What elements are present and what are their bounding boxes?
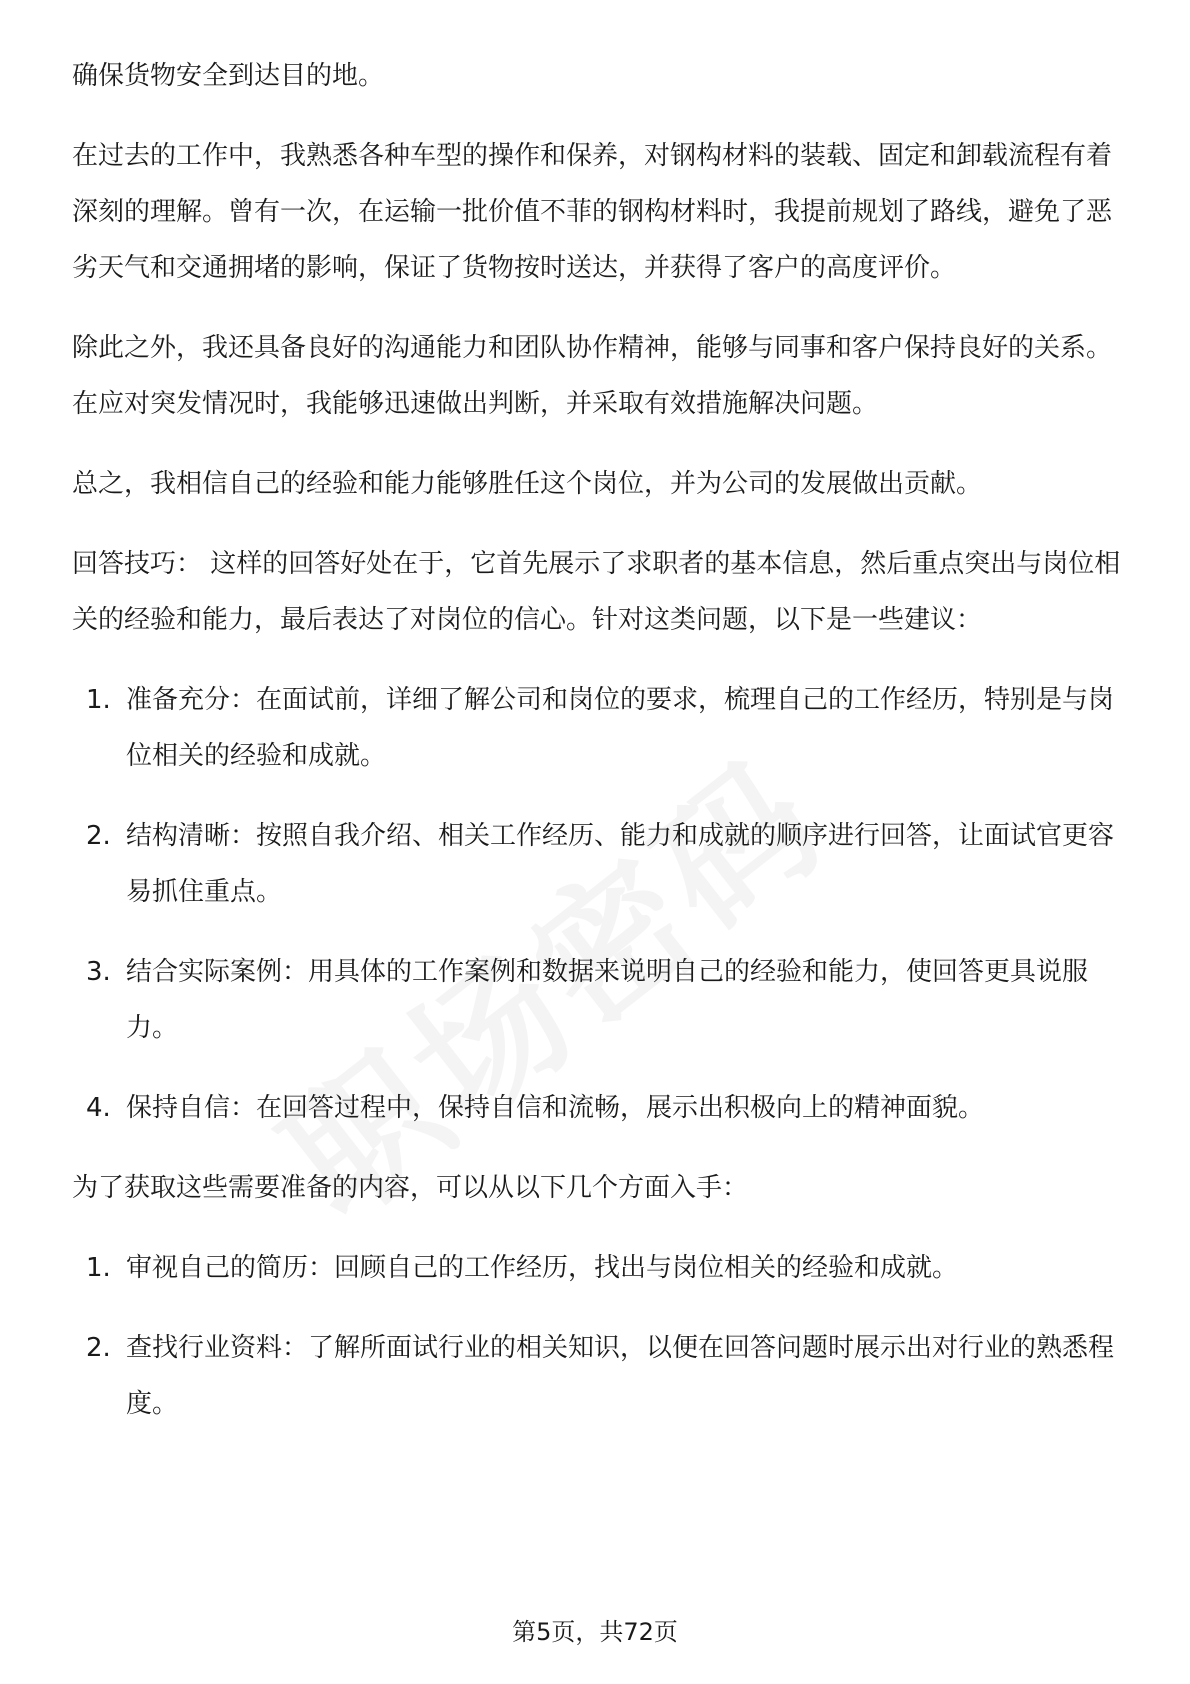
list-number: 2. — [86, 821, 111, 851]
list-item — [72, 672, 1122, 784]
paragraph-conclusion: 总之，我相信自己的经验和能力能够胜任这个岗位，并为公司的发展做出贡献。 — [72, 469, 983, 499]
paragraph-answer-tips: 回答技巧： 这样的回答好处在于，它首先展示了求职者的基本信息，然后重点突出与岗位相关的经验和能力，最后表达了对岗位的信心。针对这类问题，以下是一些建议： — [72, 549, 1121, 635]
list-text: 结构清晰：按照自我介绍、相关工作经历、能力和成就的顺序进行回答，让面试官更容易抓住重点。 — [126, 821, 1115, 907]
list-text: 结合实际案例：用具体的工作案例和数据来说明自己的经验和能力，使回答更具说服力。 — [126, 957, 1089, 1043]
list-item — [72, 1080, 1122, 1136]
list-item — [72, 1240, 1122, 1296]
list-item — [72, 1320, 1122, 1432]
list-text: 准备充分：在面试前，详细了解公司和岗位的要求，梳理自己的工作经历，特别是与岗位相关的经验和成就。 — [126, 685, 1115, 771]
list-text: 保持自信：在回答过程中，保持自信和流畅，展示出积极向上的精神面貌。 — [126, 1093, 985, 1123]
list-text: 审视自己的简历：回顾自己的工作经历，找出与岗位相关的经验和成就。 — [126, 1253, 959, 1283]
page-number-footer: 第5页，共72页 — [512, 1618, 678, 1646]
list-text: 查找行业资料：了解所面试行业的相关知识，以便在回答问题时展示出对行业的熟悉程度。 — [126, 1333, 1115, 1419]
paragraph-arrival: 确保货物安全到达目的地。 — [72, 61, 385, 91]
paragraph-preparation: 为了获取这些需要准备的内容，可以从以下几个方面入手： — [72, 1173, 749, 1203]
list-item — [72, 944, 1122, 1056]
list-number: 1. — [86, 1253, 111, 1283]
list-number: 2. — [86, 1333, 111, 1363]
list-item — [72, 808, 1122, 920]
paragraph-experience: 在过去的工作中，我熟悉各种车型的操作和保养，对钢构材料的装载、固定和卸载流程有着深刻的理解。曾有一次，在运输一批价值不菲的钢构材料时，我提前规划了路线，避免了恶劣天气和交通拥堵的影响，保证了货物按时送达，并获得了客户的高度评价。 — [72, 141, 1113, 283]
list-number: 3. — [86, 957, 111, 987]
paragraph-skills: 除此之外，我还具备良好的沟通能力和团队协作精神，能够与同事和客户保持良好的关系。在应对突发情况时，我能够迅速做出判断，并采取有效措施解决问题。 — [72, 333, 1113, 419]
tips-list — [72, 672, 1122, 1136]
document-body — [72, 48, 1122, 1456]
sources-list — [72, 1240, 1122, 1432]
list-number: 4. — [86, 1093, 111, 1123]
list-number: 1. — [86, 685, 111, 715]
